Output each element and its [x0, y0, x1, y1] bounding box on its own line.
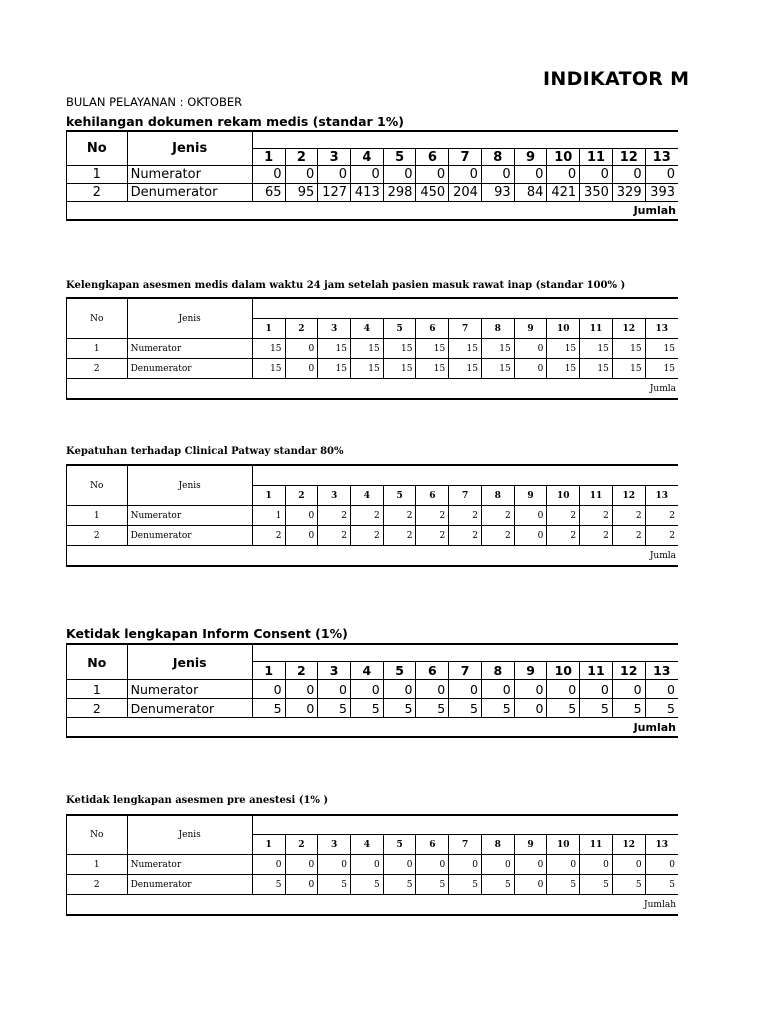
- value-cell: 15: [580, 359, 613, 379]
- value-cell: 2: [481, 506, 514, 526]
- table-row: [67, 184, 678, 202]
- value-cell: 93: [481, 184, 514, 202]
- value-cell: 5: [645, 875, 678, 895]
- footer-row: [67, 546, 678, 566]
- column-number: 9: [514, 835, 547, 855]
- row-no: 1: [67, 166, 127, 184]
- column-number: 8: [481, 835, 514, 855]
- footer-row: [67, 718, 678, 737]
- value-cell: 0: [351, 166, 384, 184]
- section-title: Ketidak lengkapan asesmen pre anestesi (1% ): [66, 795, 329, 806]
- row-label: Numerator: [127, 339, 252, 359]
- column-number: 8: [481, 149, 514, 166]
- header-no: No: [67, 132, 127, 166]
- table-row: [67, 359, 678, 379]
- value-cell: 5: [481, 699, 514, 718]
- value-cell: 95: [285, 184, 318, 202]
- column-number: 5: [383, 662, 416, 680]
- column-number: 7: [449, 835, 482, 855]
- value-cell: 2: [416, 506, 449, 526]
- value-cell: 15: [481, 339, 514, 359]
- table-grid: [67, 131, 678, 220]
- column-number: 4: [351, 319, 384, 339]
- header-row: [67, 816, 678, 835]
- row-label: Denumerator: [127, 526, 252, 546]
- column-number: 13: [645, 662, 678, 680]
- value-cell: 0: [285, 680, 318, 699]
- value-cell: 15: [252, 359, 285, 379]
- value-cell: 5: [481, 875, 514, 895]
- row-label: Denumerator: [127, 875, 252, 895]
- value-cell: 0: [252, 855, 285, 875]
- value-cell: 2: [318, 506, 351, 526]
- table-row: [67, 526, 678, 546]
- column-number: 5: [383, 319, 416, 339]
- column-number: 11: [580, 319, 613, 339]
- column-number: 2: [285, 319, 318, 339]
- value-cell: 0: [285, 506, 318, 526]
- value-cell: 0: [481, 855, 514, 875]
- column-number: 9: [514, 662, 547, 680]
- value-cell: 0: [580, 680, 613, 699]
- header-no: No: [67, 299, 127, 339]
- column-number: 10: [547, 149, 580, 166]
- value-cell: 0: [514, 166, 547, 184]
- value-cell: 0: [612, 855, 645, 875]
- column-number: 3: [318, 835, 351, 855]
- value-cell: 0: [514, 339, 547, 359]
- value-cell: 15: [383, 339, 416, 359]
- value-cell: 15: [612, 359, 645, 379]
- value-cell: 0: [416, 166, 449, 184]
- value-cell: 204: [449, 184, 482, 202]
- value-cell: 0: [481, 166, 514, 184]
- value-cell: 0: [514, 855, 547, 875]
- footer-jumlah: Jumlah: [67, 202, 678, 220]
- indicator-table: [66, 643, 678, 738]
- value-cell: 2: [481, 526, 514, 546]
- column-number: 11: [580, 486, 613, 506]
- value-cell: 5: [612, 699, 645, 718]
- value-cell: 0: [514, 506, 547, 526]
- value-cell: 413: [351, 184, 384, 202]
- value-cell: 0: [449, 855, 482, 875]
- row-no: 1: [67, 506, 127, 526]
- page-title: INDIKATOR M: [543, 68, 690, 90]
- header-jenis: Jenis: [127, 816, 252, 855]
- value-cell: 0: [514, 875, 547, 895]
- header-no: No: [67, 816, 127, 855]
- column-number: 4: [351, 835, 384, 855]
- value-cell: 5: [318, 875, 351, 895]
- value-cell: 0: [416, 680, 449, 699]
- value-cell: 0: [514, 359, 547, 379]
- value-cell: 0: [416, 855, 449, 875]
- table-grid: [67, 298, 678, 399]
- header-row: [67, 132, 678, 149]
- value-cell: 2: [318, 526, 351, 546]
- value-cell: 15: [580, 339, 613, 359]
- value-cell: 2: [580, 506, 613, 526]
- section-title: Ketidak lengkapan Inform Consent (1%): [66, 626, 348, 641]
- value-cell: 5: [580, 875, 613, 895]
- value-cell: 0: [449, 166, 482, 184]
- value-cell: 15: [481, 359, 514, 379]
- column-number: 11: [580, 149, 613, 166]
- column-number: 9: [514, 486, 547, 506]
- value-cell: 15: [645, 359, 678, 379]
- row-label: Denumerator: [127, 359, 252, 379]
- column-number: 6: [416, 662, 449, 680]
- column-number: 11: [580, 662, 613, 680]
- column-number: 7: [449, 149, 482, 166]
- column-number: 13: [645, 149, 678, 166]
- value-cell: 0: [351, 855, 384, 875]
- footer-row: [67, 895, 678, 915]
- value-cell: 15: [612, 339, 645, 359]
- column-number: 8: [481, 662, 514, 680]
- value-cell: 421: [547, 184, 580, 202]
- header-band: [252, 645, 678, 662]
- value-cell: 450: [416, 184, 449, 202]
- value-cell: 0: [318, 855, 351, 875]
- column-number: 1: [252, 662, 285, 680]
- row-no: 2: [67, 526, 127, 546]
- value-cell: 5: [645, 699, 678, 718]
- column-number: 7: [449, 486, 482, 506]
- column-number: 3: [318, 149, 351, 166]
- column-number: 6: [416, 319, 449, 339]
- value-cell: 0: [547, 166, 580, 184]
- value-cell: 0: [383, 680, 416, 699]
- value-cell: 2: [612, 506, 645, 526]
- value-cell: 393: [645, 184, 678, 202]
- row-label: Denumerator: [127, 699, 252, 718]
- header-band: [252, 466, 678, 486]
- column-number: 12: [612, 486, 645, 506]
- value-cell: 2: [351, 526, 384, 546]
- column-number: 13: [645, 486, 678, 506]
- value-cell: 5: [383, 699, 416, 718]
- table-row: [67, 875, 678, 895]
- value-cell: 0: [351, 680, 384, 699]
- column-number: 2: [285, 149, 318, 166]
- value-cell: 5: [318, 699, 351, 718]
- table-row: [67, 699, 678, 718]
- value-cell: 0: [383, 166, 416, 184]
- value-cell: 2: [645, 506, 678, 526]
- column-number: 2: [285, 835, 318, 855]
- value-cell: 0: [318, 680, 351, 699]
- value-cell: 0: [318, 166, 351, 184]
- column-number: 10: [547, 486, 580, 506]
- value-cell: 2: [449, 506, 482, 526]
- value-cell: 15: [547, 359, 580, 379]
- header-jenis: Jenis: [127, 466, 252, 506]
- value-cell: 0: [645, 166, 678, 184]
- header-row: [67, 645, 678, 662]
- value-cell: 0: [514, 526, 547, 546]
- table-row: [67, 166, 678, 184]
- column-number: 13: [645, 835, 678, 855]
- value-cell: 65: [252, 184, 285, 202]
- value-cell: 0: [580, 855, 613, 875]
- footer-jumlah: Jumlah: [67, 718, 678, 737]
- value-cell: 0: [547, 680, 580, 699]
- footer-jumlah: Jumla: [67, 546, 678, 566]
- value-cell: 2: [383, 526, 416, 546]
- month-line: BULAN PELAYANAN : OKTOBER: [66, 95, 243, 109]
- header-jenis: Jenis: [127, 645, 252, 680]
- column-number: 1: [252, 835, 285, 855]
- column-number: 10: [547, 662, 580, 680]
- row-no: 2: [67, 875, 127, 895]
- value-cell: 0: [612, 166, 645, 184]
- header-row: [67, 466, 678, 486]
- value-cell: 2: [547, 506, 580, 526]
- value-cell: 5: [449, 699, 482, 718]
- value-cell: 5: [612, 875, 645, 895]
- row-no: 1: [67, 680, 127, 699]
- column-number: 9: [514, 149, 547, 166]
- value-cell: 15: [318, 359, 351, 379]
- row-no: 1: [67, 339, 127, 359]
- column-number: 10: [547, 319, 580, 339]
- column-number: 2: [285, 662, 318, 680]
- section-title: Kepatuhan terhadap Clinical Patway standar 80%: [66, 446, 344, 457]
- section-title: kehilangan dokumen rekam medis (standar 1%): [66, 114, 404, 129]
- value-cell: 0: [481, 680, 514, 699]
- header-band: [252, 816, 678, 835]
- value-cell: 350: [580, 184, 613, 202]
- value-cell: 15: [318, 339, 351, 359]
- value-cell: 298: [383, 184, 416, 202]
- header-row: [67, 299, 678, 319]
- value-cell: 5: [351, 699, 384, 718]
- column-number: 9: [514, 319, 547, 339]
- column-number: 12: [612, 319, 645, 339]
- column-number: 8: [481, 319, 514, 339]
- value-cell: 0: [645, 855, 678, 875]
- column-number: 6: [416, 835, 449, 855]
- value-cell: 2: [449, 526, 482, 546]
- value-cell: 5: [416, 875, 449, 895]
- value-cell: 0: [645, 680, 678, 699]
- table-row: [67, 855, 678, 875]
- header-jenis: Jenis: [127, 299, 252, 339]
- value-cell: 15: [351, 359, 384, 379]
- value-cell: 5: [252, 699, 285, 718]
- column-number: 11: [580, 835, 613, 855]
- value-cell: 15: [383, 359, 416, 379]
- column-number: 3: [318, 486, 351, 506]
- value-cell: 15: [252, 339, 285, 359]
- value-cell: 15: [351, 339, 384, 359]
- value-cell: 0: [383, 855, 416, 875]
- row-label: Denumerator: [127, 184, 252, 202]
- column-number: 13: [645, 319, 678, 339]
- value-cell: 127: [318, 184, 351, 202]
- value-cell: 2: [252, 526, 285, 546]
- column-number: 12: [612, 149, 645, 166]
- value-cell: 5: [383, 875, 416, 895]
- value-cell: 5: [449, 875, 482, 895]
- column-number: 12: [612, 662, 645, 680]
- footer-row: [67, 379, 678, 399]
- section-title: Kelengkapan asesmen medis dalam waktu 24 jam setelah pasien masuk rawat inap (standar 100% ): [66, 280, 626, 291]
- table-grid: [67, 644, 678, 737]
- value-cell: 1: [252, 506, 285, 526]
- row-label: Numerator: [127, 166, 252, 184]
- value-cell: 5: [547, 699, 580, 718]
- value-cell: 15: [449, 359, 482, 379]
- column-number: 4: [351, 662, 384, 680]
- indicator-table: [66, 814, 678, 916]
- footer-row: [67, 202, 678, 220]
- value-cell: 0: [449, 680, 482, 699]
- row-label: Numerator: [127, 855, 252, 875]
- row-label: Numerator: [127, 680, 252, 699]
- value-cell: 15: [416, 339, 449, 359]
- column-number: 4: [351, 486, 384, 506]
- header-jenis: Jenis: [127, 132, 252, 166]
- column-number: 2: [285, 486, 318, 506]
- table-grid: [67, 465, 678, 566]
- header-band: [252, 132, 678, 149]
- row-no: 2: [67, 359, 127, 379]
- value-cell: 15: [645, 339, 678, 359]
- value-cell: 329: [612, 184, 645, 202]
- column-number: 1: [252, 319, 285, 339]
- column-number: 1: [252, 486, 285, 506]
- row-no: 2: [67, 184, 127, 202]
- value-cell: 84: [514, 184, 547, 202]
- column-number: 7: [449, 662, 482, 680]
- value-cell: 0: [285, 339, 318, 359]
- column-number: 6: [416, 486, 449, 506]
- indicator-table: [66, 130, 678, 221]
- value-cell: 0: [252, 166, 285, 184]
- footer-jumlah: Jumlah: [67, 895, 678, 915]
- column-number: 3: [318, 662, 351, 680]
- value-cell: 5: [252, 875, 285, 895]
- value-cell: 2: [645, 526, 678, 546]
- table-grid: [67, 815, 678, 915]
- value-cell: 15: [449, 339, 482, 359]
- value-cell: 0: [285, 166, 318, 184]
- column-number: 4: [351, 149, 384, 166]
- column-number: 8: [481, 486, 514, 506]
- value-cell: 0: [612, 680, 645, 699]
- value-cell: 2: [351, 506, 384, 526]
- value-cell: 5: [547, 875, 580, 895]
- value-cell: 0: [285, 526, 318, 546]
- value-cell: 0: [514, 680, 547, 699]
- value-cell: 5: [416, 699, 449, 718]
- column-number: 7: [449, 319, 482, 339]
- row-no: 1: [67, 855, 127, 875]
- row-no: 2: [67, 699, 127, 718]
- column-number: 3: [318, 319, 351, 339]
- column-number: 10: [547, 835, 580, 855]
- value-cell: 2: [383, 506, 416, 526]
- value-cell: 15: [416, 359, 449, 379]
- value-cell: 2: [547, 526, 580, 546]
- value-cell: 5: [580, 699, 613, 718]
- header-band: [252, 299, 678, 319]
- column-number: 12: [612, 835, 645, 855]
- indicator-table: [66, 464, 678, 567]
- column-number: 5: [383, 486, 416, 506]
- value-cell: 0: [285, 855, 318, 875]
- value-cell: 5: [351, 875, 384, 895]
- table-row: [67, 506, 678, 526]
- value-cell: 2: [580, 526, 613, 546]
- value-cell: 15: [547, 339, 580, 359]
- header-no: No: [67, 645, 127, 680]
- value-cell: 2: [416, 526, 449, 546]
- value-cell: 0: [252, 680, 285, 699]
- value-cell: 0: [547, 855, 580, 875]
- row-label: Numerator: [127, 506, 252, 526]
- value-cell: 0: [580, 166, 613, 184]
- column-number: 5: [383, 835, 416, 855]
- column-number: 6: [416, 149, 449, 166]
- value-cell: 2: [612, 526, 645, 546]
- column-number: 1: [252, 149, 285, 166]
- table-row: [67, 680, 678, 699]
- value-cell: 0: [285, 699, 318, 718]
- column-number: 5: [383, 149, 416, 166]
- header-no: No: [67, 466, 127, 506]
- value-cell: 0: [285, 875, 318, 895]
- table-row: [67, 339, 678, 359]
- footer-jumlah: Jumla: [67, 379, 678, 399]
- value-cell: 0: [285, 359, 318, 379]
- indicator-table: [66, 297, 678, 400]
- value-cell: 0: [514, 699, 547, 718]
